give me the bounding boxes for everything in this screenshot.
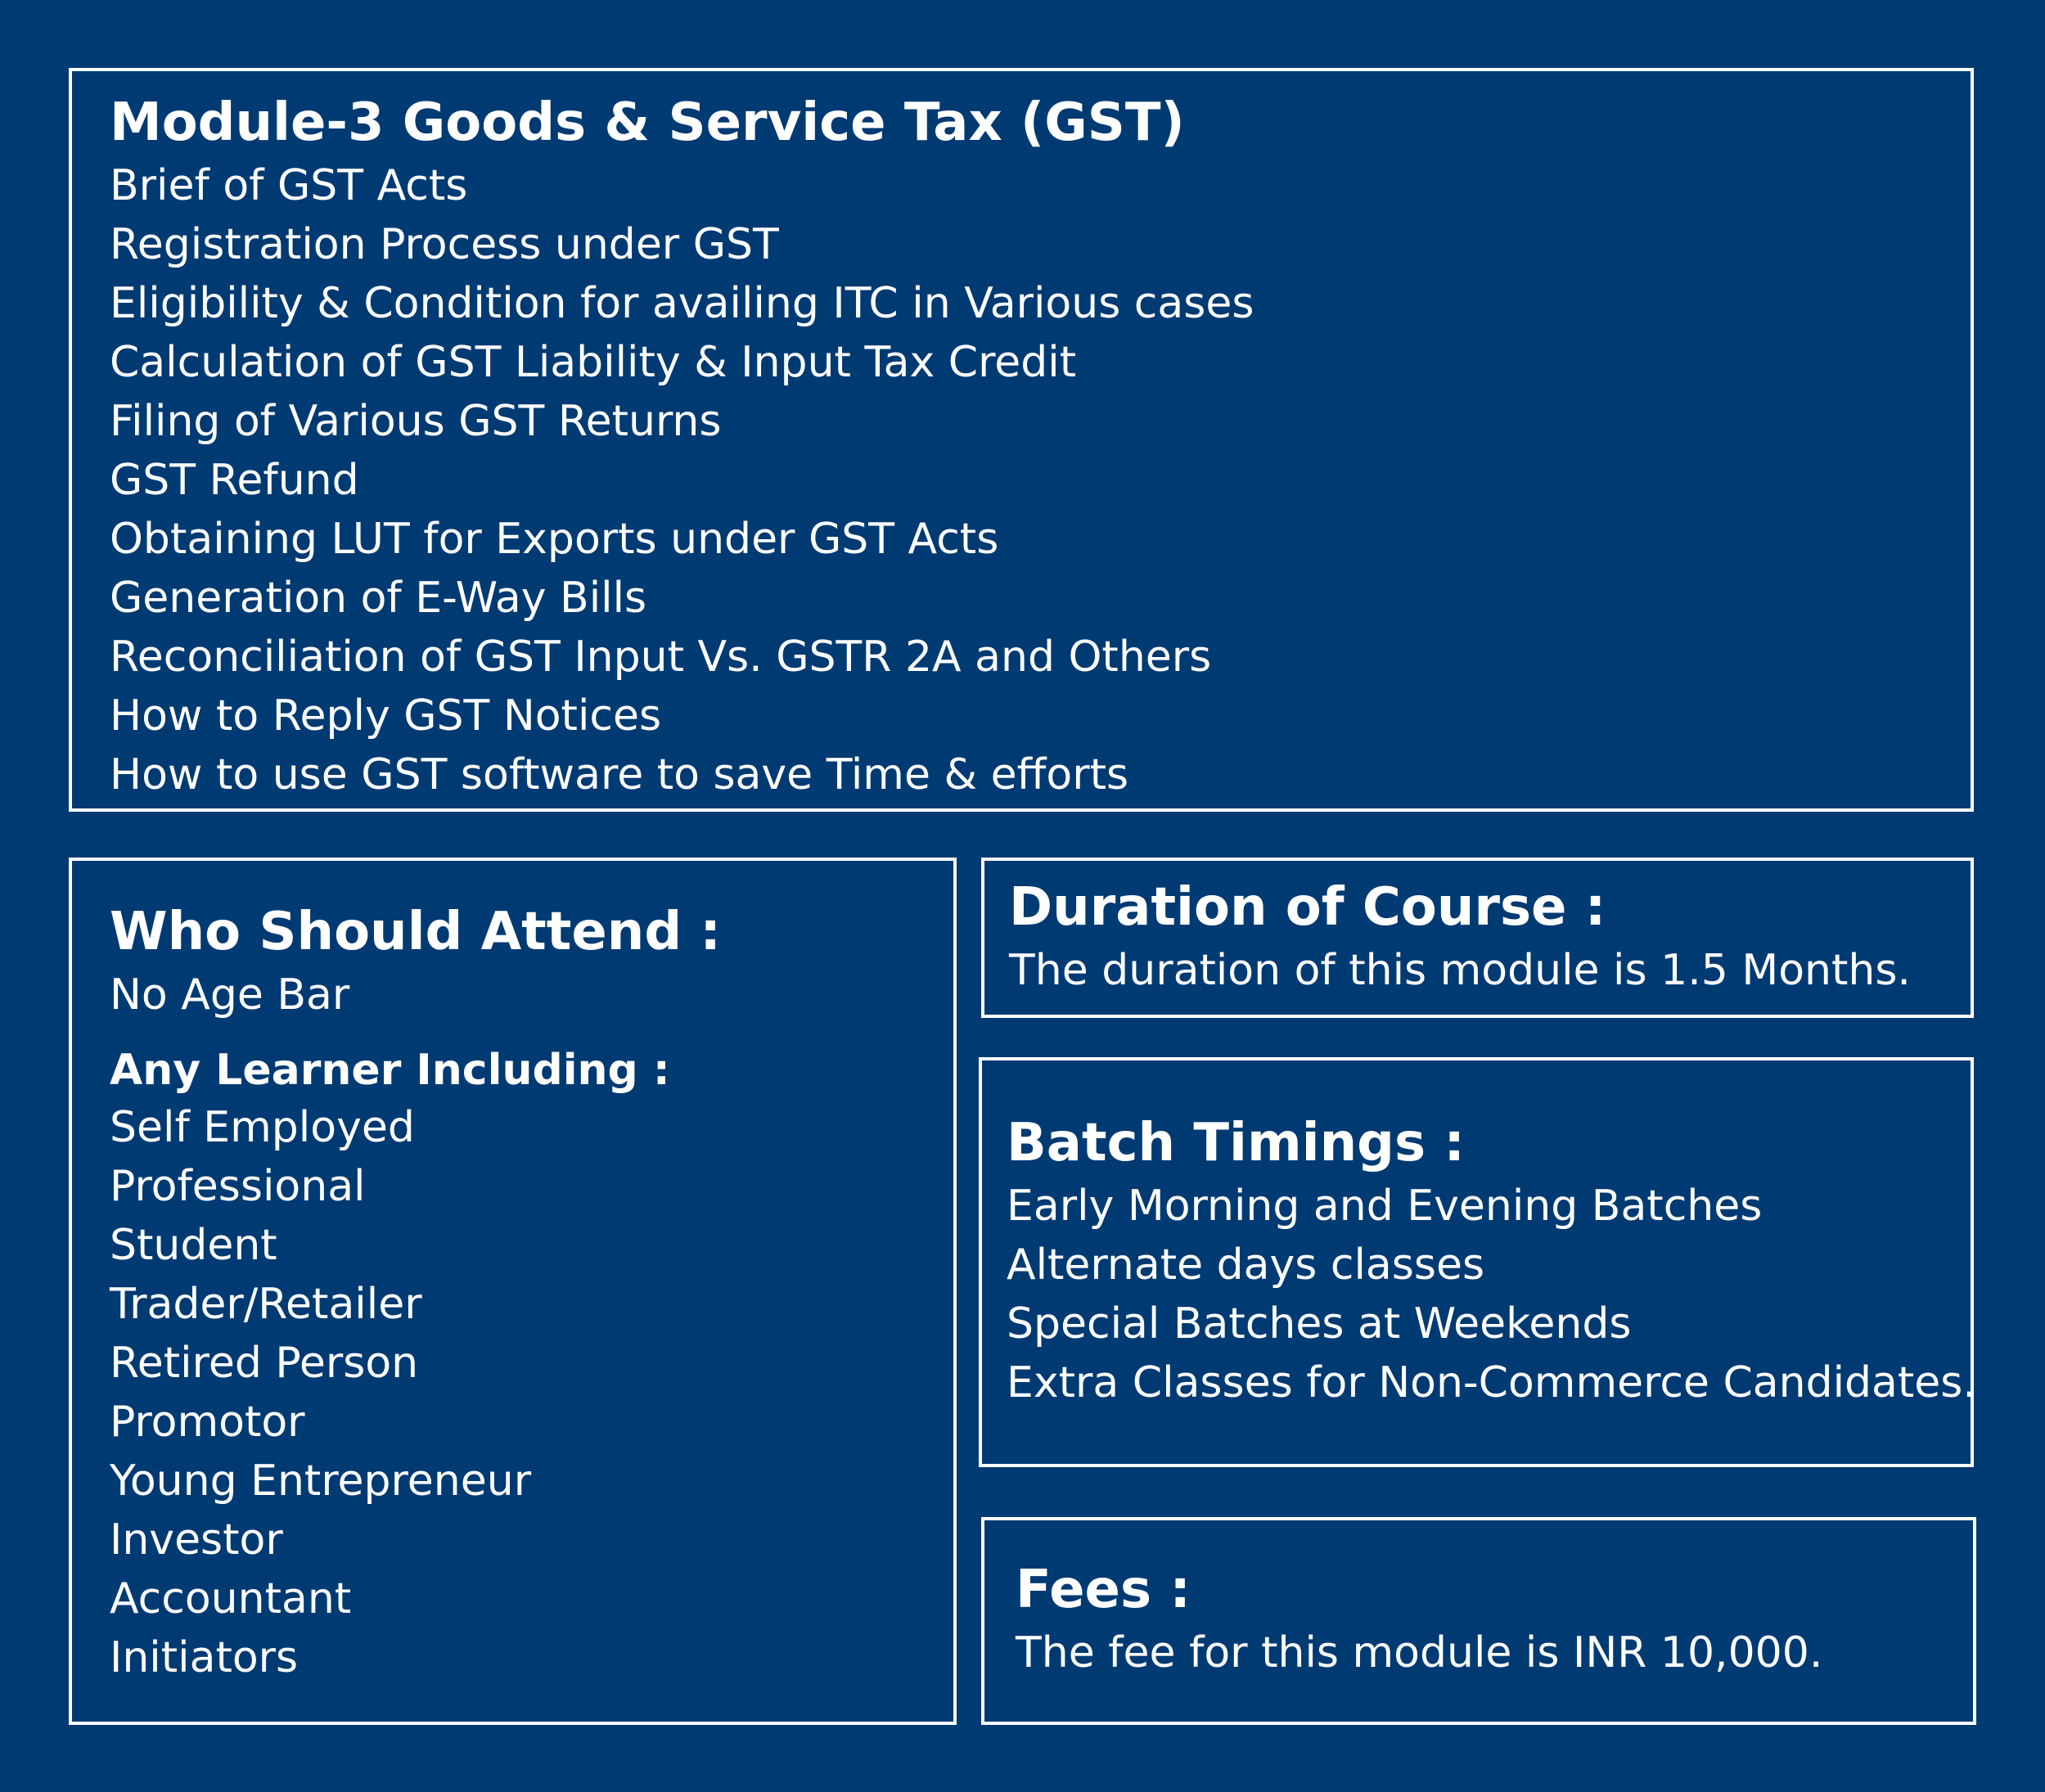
learner-list (110, 1098, 531, 1687)
learner-item: Promotor (110, 1398, 305, 1447)
fees-text: The fee for this module is INR 10,000. (1016, 1628, 1823, 1677)
who-should-attend-section (69, 858, 957, 1725)
module-topic: Brief of GST Acts (110, 161, 468, 210)
duration-title: Duration of Course : (1009, 877, 1606, 938)
batch-timing-item: Early Morning and Evening Batches (1007, 1182, 1763, 1231)
learner-item: Retired Person (110, 1339, 419, 1388)
module-topic: Calculation of GST Liability & Input Tax Credit (110, 338, 1077, 387)
module-topic-list (110, 156, 1254, 804)
learner-item: Initiators (110, 1633, 299, 1682)
module-title: Module-3 Goods & Service Tax (GST) (110, 92, 1185, 153)
batch-timing-item: Special Batches at Weekends (1007, 1299, 1632, 1349)
duration-text: The duration of this module is 1.5 Months. (1009, 946, 1911, 995)
learner-item: Student (110, 1221, 277, 1270)
batch-timing-item: Extra Classes for Non-Commerce Candidates. (1007, 1358, 1976, 1407)
learner-item: Investor (110, 1515, 283, 1565)
batch-timings-section (979, 1057, 1974, 1467)
fees-section (981, 1517, 1976, 1725)
learner-item: Young Entrepreneur (110, 1457, 532, 1506)
batch-timings-list (1007, 1177, 1976, 1412)
learners-subtitle: Any Learner Including : (110, 1046, 670, 1095)
module-section (69, 68, 1974, 812)
module-topic: Generation of E-Way Bills (110, 574, 647, 623)
module-topic: Registration Process under GST (110, 220, 779, 269)
module-topic: Reconciliation of GST Input Vs. GSTR 2A and Others (110, 633, 1212, 682)
module-topic: How to Reply GST Notices (110, 691, 662, 741)
age-bar-text: No Age Bar (110, 970, 350, 1020)
learner-item: Trader/Retailer (110, 1280, 422, 1329)
learner-item: Self Employed (110, 1103, 415, 1152)
fees-title: Fees : (1016, 1560, 1191, 1620)
batch-timings-title: Batch Timings : (1007, 1113, 1465, 1173)
module-topic: GST Refund (110, 456, 359, 505)
batch-timing-item: Alternate days classes (1007, 1240, 1485, 1290)
duration-section (981, 858, 1974, 1018)
learner-item: Accountant (110, 1574, 352, 1623)
module-topic: Filing of Various GST Returns (110, 397, 722, 446)
who-should-attend-title: Who Should Attend : (110, 902, 721, 962)
module-topic: Obtaining LUT for Exports under GST Acts (110, 515, 999, 564)
module-topic: How to use GST software to save Time & efforts (110, 750, 1129, 799)
module-topic: Eligibility & Condition for availing ITC in Various cases (110, 279, 1254, 328)
learner-item: Professional (110, 1162, 366, 1211)
